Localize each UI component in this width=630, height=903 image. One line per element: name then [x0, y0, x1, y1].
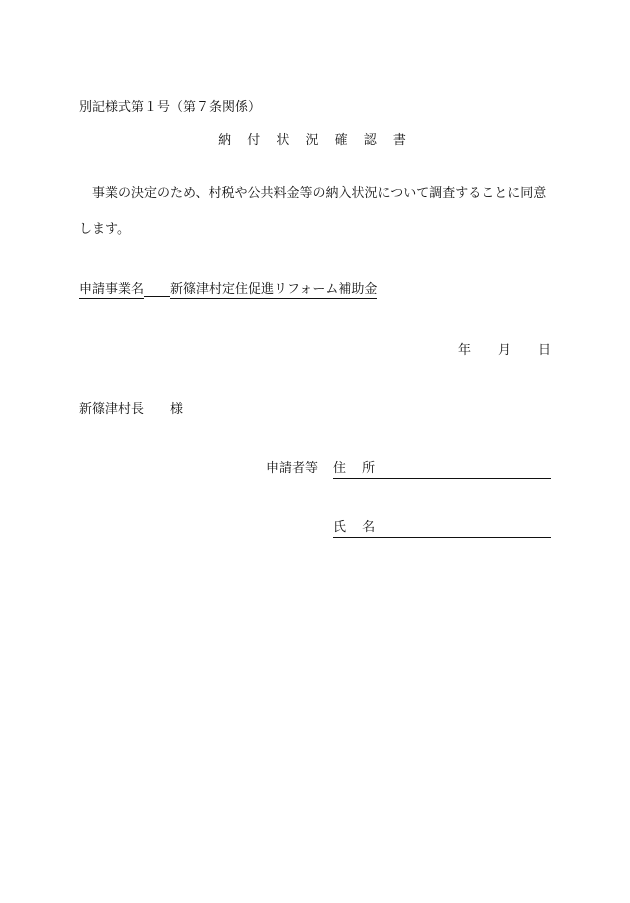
name-underline: [333, 537, 551, 538]
project-name-row: [79, 283, 377, 297]
project-name-value: 新篠津村定住促進リフォーム補助金: [170, 282, 378, 297]
name-label: 氏 名: [333, 520, 382, 535]
document-title: 納 付 状 況 確 認 書: [218, 133, 412, 148]
name-field[interactable]: [333, 521, 551, 534]
address-field[interactable]: [333, 462, 551, 475]
applicant-label: 申請者等: [266, 461, 319, 476]
address-underline: [333, 478, 551, 479]
addressee-name: 新篠津村長: [79, 402, 145, 417]
form-number: 別記様式第１号（第７条関係）: [79, 100, 262, 115]
date-year-label: 年: [457, 343, 471, 358]
date-day-label: 日: [537, 343, 551, 358]
consent-paragraph: 事業の決定のため、村税や公共料金等の納入状況について調査することに同意します。: [79, 186, 547, 237]
date-row: [458, 344, 551, 357]
address-label: 住 所: [333, 461, 382, 476]
addressee-honorific: 様: [170, 402, 184, 417]
addressee: [79, 403, 183, 416]
project-name-label: 申請事業名: [79, 282, 145, 297]
date-month-label: 月: [497, 343, 511, 358]
project-name-gap: [144, 283, 170, 297]
